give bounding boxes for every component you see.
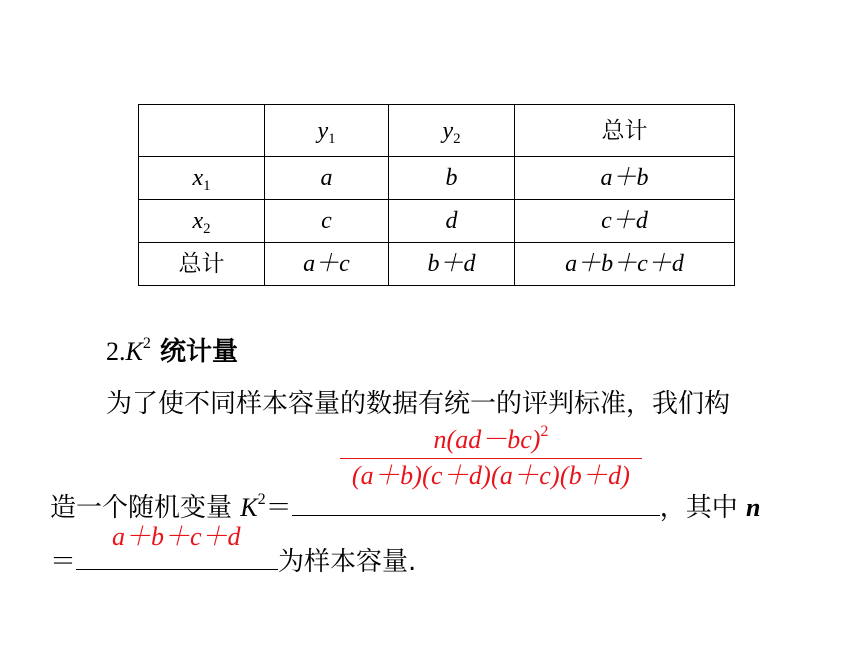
- table-cell: a＋b: [515, 157, 735, 200]
- line2-n: n: [745, 493, 761, 522]
- answer-numerator: $n(ad-bc)^2$: [433, 422, 549, 454]
- section-heading: [106, 331, 238, 368]
- line2-sup: 2: [257, 490, 266, 508]
- line2-eq: ＝: [265, 493, 292, 523]
- table-row: [139, 157, 735, 200]
- table-cell: a＋c: [265, 243, 389, 286]
- table-row: [139, 243, 735, 286]
- table-cell: c: [265, 200, 389, 243]
- n-answer-blank: [76, 547, 278, 570]
- table-header-row: [139, 105, 735, 157]
- k2-answer-blank: [292, 493, 660, 516]
- line2-var: K: [240, 493, 258, 522]
- paragraph-line-1: 为了使不同样本容量的数据有统一的评判标准，我们构: [106, 389, 731, 419]
- row-label-total: 总计: [139, 243, 265, 286]
- table-cell: d: [389, 200, 515, 243]
- line3-suffix: 为样本容量.: [278, 547, 417, 577]
- table-cell: a＋b＋c＋d: [515, 243, 735, 286]
- table-cell: c＋d: [515, 200, 735, 243]
- table-corner-cell: [139, 105, 265, 157]
- answer-denominator: (a＋b)(c＋d)(a＋c)(b＋d): [351, 461, 631, 490]
- paragraph-line-3: [50, 541, 416, 578]
- line2-suffix: ，其中: [659, 493, 746, 523]
- heading-text: 统计量: [150, 337, 238, 367]
- table-cell: a: [265, 157, 389, 200]
- header-total: 总计: [515, 105, 735, 157]
- table-row: [139, 200, 735, 243]
- row-label-x1: $x_1$: [139, 157, 265, 200]
- header-y2: $y_2$: [389, 105, 515, 157]
- header-y1: $y_1$: [265, 105, 389, 157]
- line3-eq: ＝: [50, 547, 77, 577]
- line2-prefix: 造一个随机变量: [50, 493, 241, 523]
- heading-sup: 2: [142, 334, 151, 352]
- row-label-x2: $x_2$: [139, 200, 265, 243]
- section-number: 2.: [106, 337, 126, 366]
- contingency-table: [138, 104, 735, 286]
- answer-n-value: a＋b＋c＋d: [112, 522, 241, 551]
- table-cell: b: [389, 157, 515, 200]
- heading-var: K: [125, 337, 143, 366]
- table-cell: b＋d: [389, 243, 515, 286]
- answer-formula-k2: [340, 422, 642, 493]
